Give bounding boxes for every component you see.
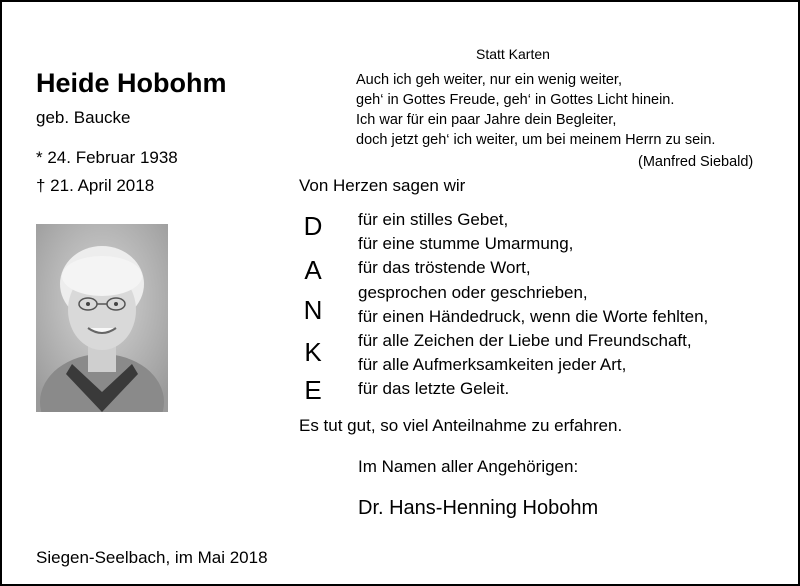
birth-date: * 24. Februar 1938 [36, 148, 178, 167]
poem-author: (Manfred Siebald) [638, 154, 754, 170]
closing-text: Es tut gut, so viel Anteilnahme zu erfahren. [299, 416, 623, 435]
danke-letter: K [304, 337, 322, 367]
thanks-line: für ein stilles Gebet, [358, 210, 509, 229]
poem-line: Ich war für ein paar Jahre dein Begleiter, [356, 112, 617, 128]
danke-letter: A [304, 255, 322, 285]
thanks-line: für alle Aufmerksamkeiten jeder Art, [358, 355, 627, 375]
poem-line: doch jetzt geh‘ ich weiter, um bei meinem Herrn zu sein. [356, 132, 716, 148]
portrait-photo [36, 224, 168, 412]
deceased-name: Heide Hobohm [36, 68, 227, 98]
poem [356, 70, 715, 150]
signatory-name: Dr. Hans-Henning Hobohm [358, 497, 599, 519]
thanks-list [358, 208, 708, 402]
death-date: † 21. April 2018 [36, 176, 155, 195]
danke-letter: D [303, 211, 323, 241]
maiden-name: geb. Baucke [36, 108, 131, 127]
danke-letter: E [304, 375, 322, 405]
place-date: Siegen-Seelbach, im Mai 2018 [36, 548, 268, 567]
intro-text: Von Herzen sagen wir [299, 176, 466, 195]
poem-line: geh‘ in Gottes Freude, geh‘ in Gottes Licht hinein. [356, 92, 675, 108]
thanks-line: gesprochen oder geschrieben, [358, 282, 588, 302]
thanks-line: für das tröstende Wort, [358, 258, 531, 278]
poem-line: Auch ich geh weiter, nur ein wenig weiter, [356, 72, 622, 88]
family-label: Im Namen aller Angehörigen: [358, 457, 579, 476]
thanks-line: für alle Zeichen der Liebe und Freundschaft, [358, 331, 692, 351]
danke-letter: N [303, 295, 323, 325]
header-statt-karten: Statt Karten [476, 46, 550, 62]
thanks-line: für das letzte Geleit. [358, 379, 510, 399]
thanks-line: für einen Händedruck, wenn die Worte fehlten, [358, 306, 709, 326]
thanks-line: für eine stumme Umarmung, [358, 234, 574, 254]
